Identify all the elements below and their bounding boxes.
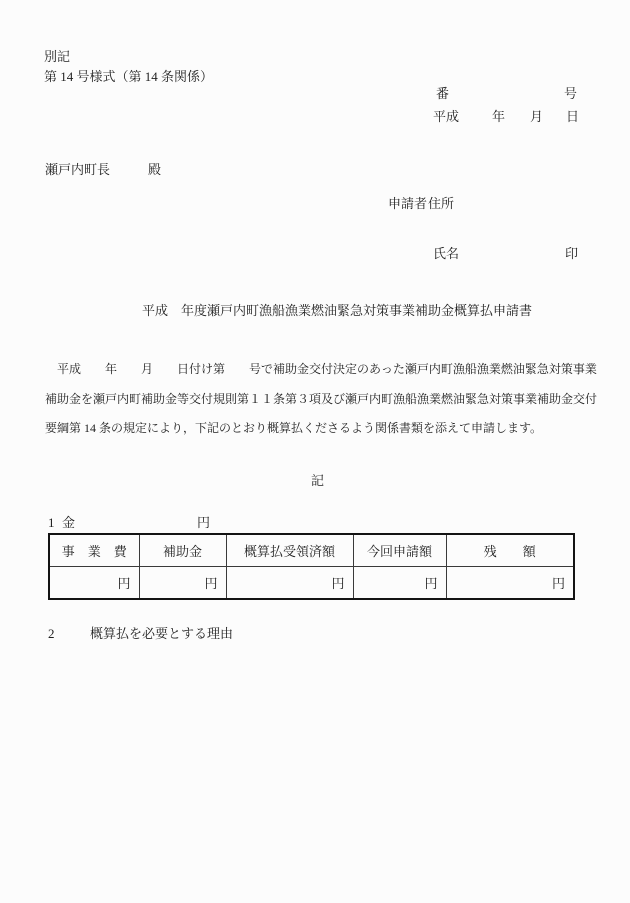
body-paragraph-line-3: 要綱第 14 条の規定により，下記のとおり概算払くださるよう関係書類を添えて申請します。 <box>45 421 543 435</box>
item2-reason-heading: 概算払を必要とする理由 <box>90 626 234 641</box>
table-header-row <box>49 534 574 566</box>
body-paragraph-line-1: 平成 年 月 日付け第 号で補助金交付決定のあった瀬戸内町漁船漁業燃油緊急対策事業 <box>57 362 597 376</box>
amount-cell-current-request: 円 <box>353 566 446 599</box>
record-marker: 記 <box>311 473 325 488</box>
amount-cell-project-cost: 円 <box>49 566 139 599</box>
annotation-bekki: 別記 <box>44 49 71 64</box>
addressee-honorific: 殿 <box>148 162 162 177</box>
table-header-subsidy: 補助金 <box>139 534 226 566</box>
table-header-received-amount: 概算払受領済額 <box>226 534 353 566</box>
applicant-name-label: 氏名 <box>433 246 460 261</box>
date-era: 平成 <box>433 109 460 124</box>
form-number: 第 14 号様式（第 14 条関係） <box>44 69 214 84</box>
table-amount-row <box>49 566 574 599</box>
applicant-address-label: 住所 <box>428 196 455 211</box>
item1-number: 1 <box>48 515 55 530</box>
amount-cell-subsidy: 円 <box>139 566 226 599</box>
body-paragraph-line-2: 補助金を瀬戸内町補助金等交付規則第１１条第３項及び瀬戸内町漁船漁業燃油緊急対策事業補助金交付 <box>45 392 598 406</box>
doc-number-label: 番 <box>436 86 450 101</box>
table-header-balance: 残 額 <box>446 534 574 566</box>
applicant-seal-mark: 印 <box>565 246 579 261</box>
date-year-label: 年 <box>492 109 506 124</box>
date-day-label: 日 <box>566 109 580 124</box>
item1-amount-unit: 円 <box>197 515 211 530</box>
doc-number-unit: 号 <box>564 86 578 101</box>
item2-number: 2 <box>48 626 55 641</box>
document-title: 平成 年度瀬戸内町漁船漁業燃油緊急対策事業補助金概算払申請書 <box>142 303 533 318</box>
addressee-name: 瀬戸内町長 <box>45 162 111 177</box>
item1-amount-label: 金 <box>62 515 76 530</box>
date-month-label: 月 <box>530 109 544 124</box>
payment-table <box>48 533 575 600</box>
applicant-label: 申請者 <box>388 196 428 211</box>
amount-cell-balance: 円 <box>446 566 574 599</box>
table-header-project-cost: 事 業 費 <box>49 534 139 566</box>
table-header-current-request: 今回申請額 <box>353 534 446 566</box>
amount-cell-received-amount: 円 <box>226 566 353 599</box>
